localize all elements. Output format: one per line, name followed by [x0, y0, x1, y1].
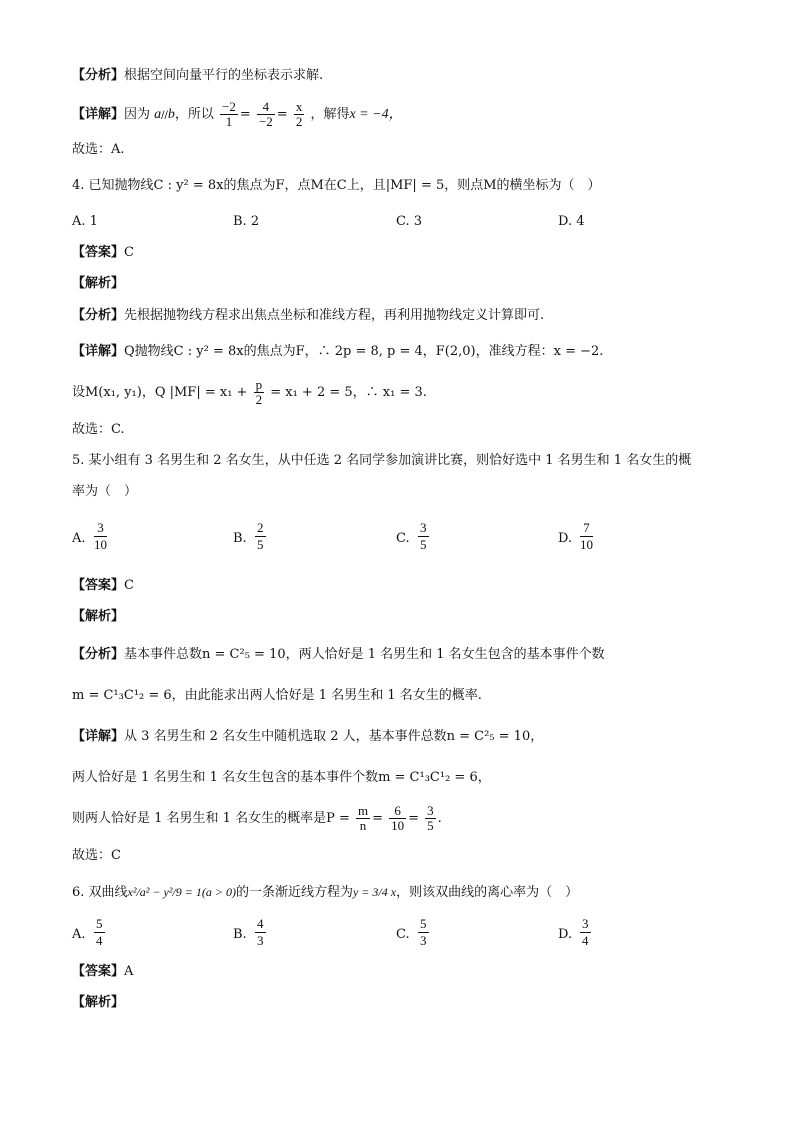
q5-option-c-label: C. [396, 531, 410, 546]
q5-jiexi: 【解析】 [72, 609, 125, 624]
fraction-3: $\frac{x}{2}$ [295, 99, 303, 129]
vector-b: b [167, 107, 175, 122]
prob-frac-2: $\frac{6}{10}$ [391, 803, 405, 833]
q5-analysis-line2: m = C¹₃C¹₂ = 6，由此能求出两人恰好是 1 名男生和 1 名女生的概率. [72, 688, 482, 703]
hyperbola-equation: x²/a² − y²/9 = 1(a > 0) [127, 885, 236, 899]
prob-frac-3: $\frac{3}{5}$ [427, 803, 434, 833]
q4-detail-line2: 设M(x₁, y₁)，Q |MF| = x₁ + $\frac{p}{2}$ = x₁ + 2 = 5，∴ x₁ = 3. [72, 377, 427, 407]
q4-option-d: D. 4 [558, 214, 585, 229]
q5-option-b-label: B. [233, 531, 247, 546]
q5-option-d-label: D. [558, 531, 573, 546]
detail-tag: 【详解】 [72, 107, 125, 122]
q5-analysis-line1: 【分析】基本事件总数n = C²₅ = 10，两人恰好是 1 名男生和 1 名女生包含的基本事件个数 [72, 647, 605, 662]
q4-option-b: B. 2 [233, 214, 260, 229]
q5-option-b-frac: 2 5 [257, 520, 264, 552]
solve-text: ，解得 [310, 107, 350, 122]
p-over-2-fraction: $\frac{p}{2}$ [255, 377, 263, 407]
q6-stem: 6. 双曲线x²/a² − y²/9 = 1(a > 0)的一条渐近线方程为y = 3/4 x，则该双曲线的离心率为（ ） [72, 885, 579, 900]
analysis-text: 根据空间向量平行的坐标表示求解. [124, 68, 324, 83]
q5-answer: 【答案】C [72, 578, 134, 593]
q6-option-a-label: A. [72, 927, 86, 942]
q6-jiexi: 【解析】 [72, 995, 125, 1010]
q5-option-a-label: A. [72, 531, 86, 546]
asymptote-equation: y = 3/4 x [352, 885, 397, 899]
q4-option-a: A. 1 [72, 214, 98, 229]
prob-frac-1: $\frac{m}{n}$ [357, 803, 369, 833]
fraction-1: $\frac{-2}{1}$ [222, 99, 236, 129]
q4-choose: 故选：C. [72, 422, 125, 437]
q6-option-b-label: B. [233, 927, 247, 942]
q6-option-a-frac: 5 4 [96, 916, 103, 948]
q4-answer: 【答案】C [72, 245, 134, 260]
q6-option-c-frac: 5 3 [420, 916, 427, 948]
fraction-2: $\frac{4}{-2}$ [258, 99, 273, 129]
vector-a: a [154, 107, 162, 122]
q4-detail: 【详解】Q抛物线C : y² = 8x的焦点为F，∴ 2p = 8, p = 4，F(2,0)，准线方程：x = −2. [72, 344, 604, 359]
analysis-tag: 【分析】 [72, 68, 125, 83]
q5-stem-line2: 率为（ ） [72, 484, 138, 499]
q6-option-b-frac: 4 3 [257, 916, 264, 948]
q3-detail: 【详解】因为 a//b，所以 $\frac{-2}{1}$ = $\frac{4}{-2}$ = $\frac{x}{2}$ ，解得x = −4， [72, 99, 403, 129]
q6-answer: 【答案】A [72, 964, 134, 979]
q4-jiexi: 【解析】 [72, 276, 125, 291]
so-text: ，所以 [174, 107, 214, 122]
q5-detail-line3: 则两人恰好是 1 名男生和 1 名女生的概率是P = $\frac{m}{n}$ = $\frac{6}{10}$ = $\frac{3}{5}$ . [72, 803, 442, 833]
detail-prefix: 因为 [124, 107, 151, 122]
q5-detail-line1: 【详解】从 3 名男生和 2 名女生中随机选取 2 人，基本事件总数n = C²₅ = 10， [72, 729, 544, 744]
q3-choose: 故选：A. [72, 142, 125, 157]
q5-option-d-frac: 7 10 [580, 520, 593, 552]
q4-stem: 4. 已知抛物线C : y² = 8x的焦点为F，点M在C上，且|MF| = 5，则点M的横坐标为（ ） [72, 178, 601, 193]
q6-option-c-label: C. [396, 927, 410, 942]
q6-option-d-label: D. [558, 927, 573, 942]
q5-choose: 故选：C [72, 848, 121, 863]
q5-option-c-frac: 3 5 [420, 520, 427, 552]
parallel-symbol: // [161, 110, 168, 121]
q5-stem-line1: 5. 某小组有 3 名男生和 2 名女生，从中任选 2 名同学参加演讲比赛，则恰好选中 1 名男生和 1 名女生的概 [72, 453, 692, 468]
q5-option-a-frac: 3 10 [94, 520, 107, 552]
result-text: x = −4， [349, 107, 403, 122]
q3-analysis [72, 66, 323, 86]
q4-option-c: C. 3 [396, 214, 423, 229]
q6-option-d-frac: 3 4 [582, 916, 589, 948]
q5-detail-line2: 两人恰好是 1 名男生和 1 名女生包含的基本事件个数m = C¹₃C¹₂ = 6， [72, 770, 491, 785]
q4-analysis: 【分析】先根据抛物线方程求出焦点坐标和准线方程，再利用抛物线定义计算即可. [72, 308, 545, 323]
